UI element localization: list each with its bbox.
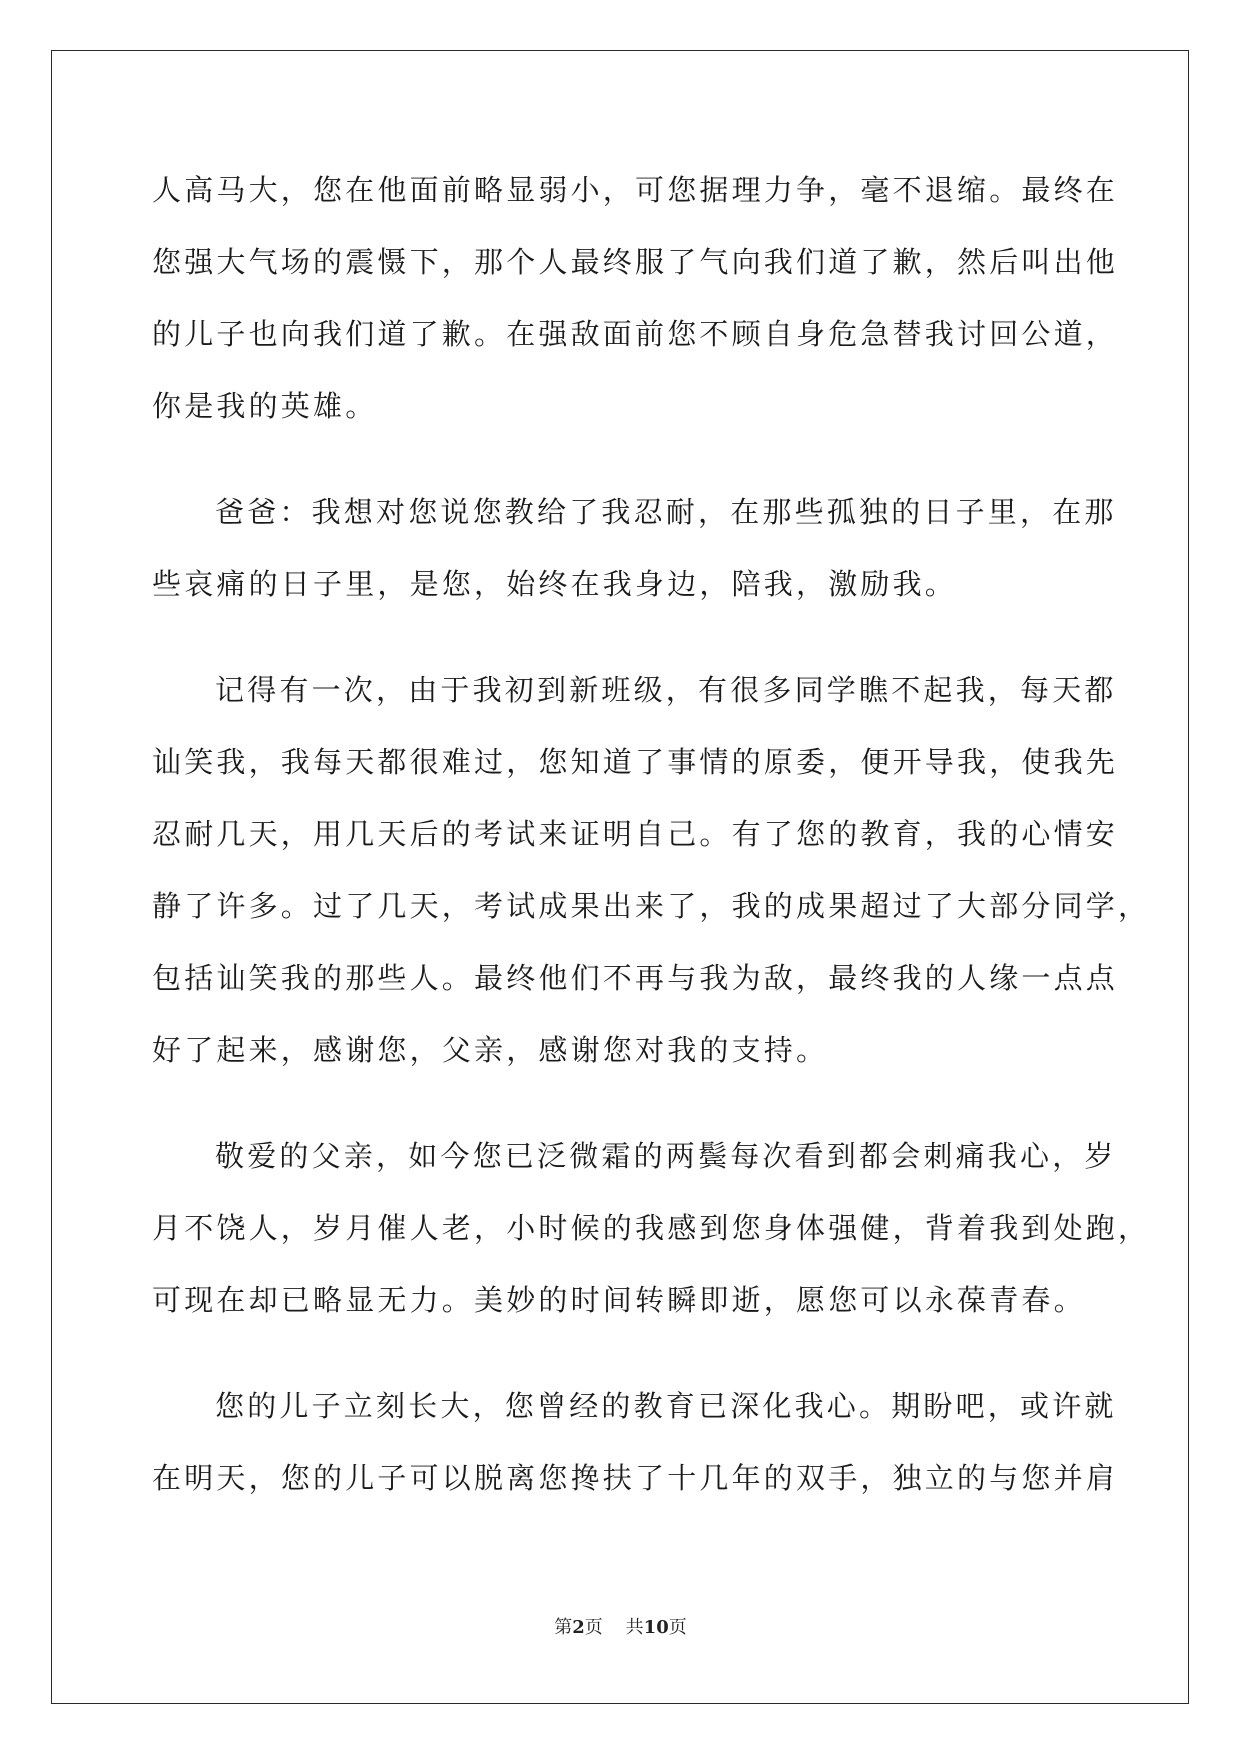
page-number: 2 bbox=[572, 1617, 585, 1638]
text-line: 可现在却已略显无力。美妙的时间转瞬即逝，愿您可以永葆青春。 bbox=[152, 1283, 1086, 1317]
paragraph-first-line: 爸爸：我想对您说您教给了我忍耐，在那些孤独的日子里，在那 bbox=[215, 495, 1117, 529]
text-line: 人高马大，您在他面前略显弱小，可您据理力争，毫不退缩。最终在 bbox=[152, 173, 1119, 207]
footer-total-suffix: 页 bbox=[668, 1617, 687, 1638]
page-footer bbox=[0, 1616, 1241, 1640]
text-line: 静了许多。过了几天，考试成果出来了，我的成果超过了大部分同学， bbox=[152, 889, 1151, 923]
text-line: 些哀痛的日子里，是您，始终在我身边，陪我，激励我。 bbox=[152, 567, 958, 601]
text-line: 的儿子也向我们道了歉。在强敌面前您不顾自身危急替我讨回公道， bbox=[152, 317, 1119, 351]
text-line: 好了起来，感谢您，父亲，感谢您对我的支持。 bbox=[152, 1033, 829, 1067]
footer-prefix: 第 bbox=[554, 1617, 573, 1638]
text-line: 包括讪笑我的那些人。最终他们不再与我为敌，最终我的人缘一点点 bbox=[152, 961, 1119, 995]
text-line: 讪笑我，我每天都很难过，您知道了事情的原委，便开导我，使我先 bbox=[152, 745, 1119, 779]
paragraph-first-line: 敬爱的父亲，如今您已泛微霜的两鬓每次看到都会刺痛我心，岁 bbox=[215, 1139, 1117, 1173]
total-pages: 10 bbox=[643, 1617, 669, 1638]
text-line: 在明天，您的儿子可以脱离您搀扶了十几年的双手，独立的与您并肩 bbox=[152, 1461, 1119, 1495]
footer-page-suffix: 页 bbox=[584, 1617, 603, 1638]
paragraph-first-line: 您的儿子立刻长大，您曾经的教育已深化我心。期盼吧，或许就 bbox=[215, 1389, 1117, 1423]
text-line: 您强大气场的震慑下，那个人最终服了气向我们道了歉，然后叫出他 bbox=[152, 245, 1119, 279]
footer-total-prefix: 共 bbox=[625, 1617, 644, 1638]
text-line: 你是我的英雄。 bbox=[152, 389, 378, 423]
text-line: 忍耐几天，用几天后的考试来证明自己。有了您的教育，我的心情安 bbox=[152, 817, 1119, 851]
paragraph-first-line: 记得有一次，由于我初到新班级，有很多同学瞧不起我，每天都 bbox=[215, 673, 1117, 707]
text-line: 月不饶人，岁月催人老，小时候的我感到您身体强健，背着我到处跑， bbox=[152, 1211, 1151, 1245]
